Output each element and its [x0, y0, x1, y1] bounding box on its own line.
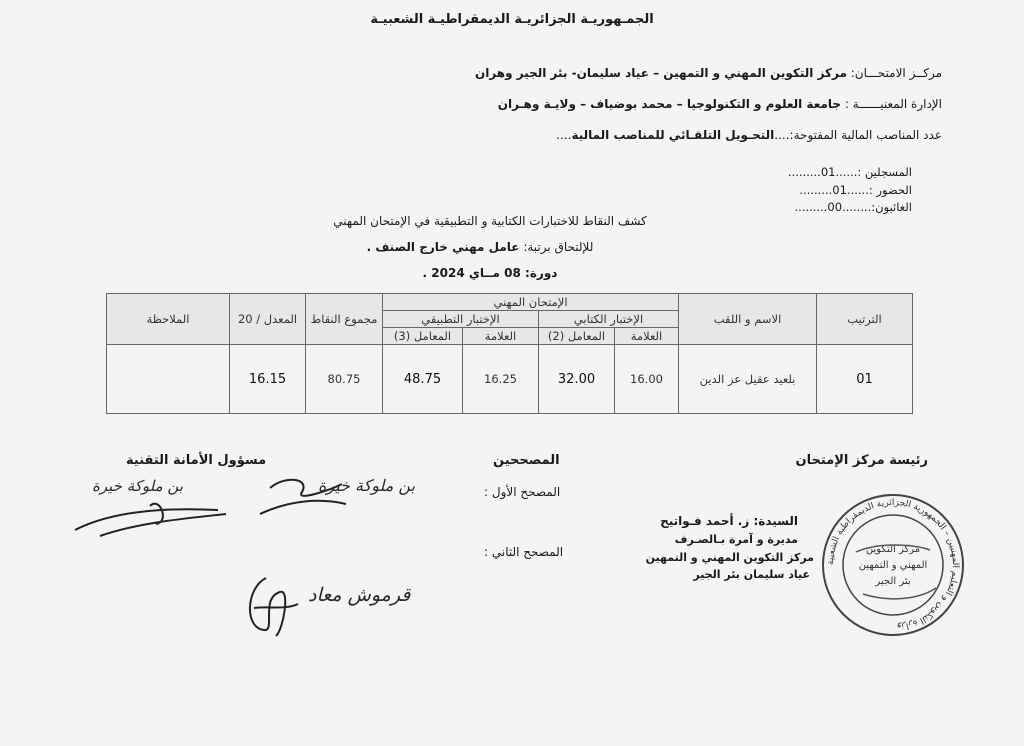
exam-center-label: مركــز الامتحـــان: — [850, 66, 942, 80]
present-count: الحضور :......01......... — [799, 183, 912, 197]
cell-written-coef: 32.00 — [539, 345, 615, 414]
header-average: المعدل / 20 — [230, 294, 306, 345]
header-written: الإختبار الكتابي — [539, 311, 679, 328]
stamp-inner-line3: بئر الجير — [875, 576, 911, 587]
cell-notes — [107, 345, 230, 414]
header-practical-mark: العلامة — [463, 328, 539, 345]
cell-order: 01 — [817, 345, 913, 414]
first-corrector-handwriting: بن ملوكة خيرة — [318, 476, 416, 495]
posts-value: التحـويل التلقـائي للمناصب المالية — [571, 128, 775, 142]
table-row — [107, 345, 913, 414]
header-notes: الملاحظة — [107, 294, 230, 345]
first-corrector-signature — [250, 470, 350, 525]
stamp-inner-line1: مركز التكوين — [865, 544, 921, 555]
official-stamp — [818, 490, 968, 640]
header-written-mark: العلامة — [615, 328, 679, 345]
director-center: مركز التكوين المهني و التمهين — [645, 551, 814, 564]
posts-label: عدد المناصب المالية المفتوحة:.... — [774, 128, 942, 142]
rank-line — [0, 240, 960, 254]
tech-signature — [70, 492, 230, 542]
correctors-title: المصححين — [493, 453, 560, 468]
cell-practical-mark: 16.25 — [463, 345, 539, 414]
header-name: الاسم و اللقب — [679, 294, 817, 345]
director-role: مديرة و آمرة بـالصـرف — [674, 533, 798, 546]
scores-table — [106, 293, 913, 414]
posts-line — [556, 128, 942, 142]
header-total: مجموع النقاط — [306, 294, 383, 345]
header-practical-coef: المعامل (3) — [383, 328, 463, 345]
cell-average: 16.15 — [230, 345, 306, 414]
second-corrector-label: المصحح الثاني : — [484, 545, 564, 559]
stamp-ring-text: وزارة التكوين و التعليم المهنيين – الجمهورية الجزائرية الديمقراطية الشعبية — [825, 497, 961, 632]
administration-line — [498, 97, 942, 111]
technical-secretariat-title: مسؤول الأمانة التقنية — [126, 453, 267, 468]
first-corrector-label: المصحح الأول : — [484, 485, 561, 499]
header-exam: الإمتحان المهني — [383, 294, 679, 311]
exam-center-head-title: رئيسة مركز الإمتحان — [795, 453, 928, 468]
header-written-coef: المعامل (2) — [539, 328, 615, 345]
rank-value: عامل مهني خارج الصنف . — [366, 240, 520, 254]
director-name: السيدة: ز. أحمد فـواتيح — [660, 514, 798, 528]
second-corrector-handwriting: قرموش معاد — [308, 584, 411, 606]
rank-label: للإلتحاق برتبة: — [523, 240, 594, 254]
report-title: كشف النقاط للاختبارات الكتابية و التطبيقية في الإمتحان المهني — [333, 214, 647, 228]
stamp-inner-line2: المهني و التمهين — [858, 560, 928, 571]
tech-handwriting: بن ملوكة خيرة — [92, 477, 183, 495]
registered-count: المسجلين :......01......... — [787, 165, 912, 179]
cell-written-mark: 16.00 — [615, 345, 679, 414]
director-location: عياد سليمان بئر الجير — [693, 568, 810, 581]
exam-center-line — [475, 66, 942, 80]
session-date: دورة: 08 مــاي 2024 . — [422, 266, 558, 280]
cell-total: 80.75 — [306, 345, 383, 414]
cell-practical-coef: 48.75 — [383, 345, 463, 414]
document-header: الجمـهوريـة الجزائريـة الديمقراطيـة الشعبيـة — [370, 12, 654, 27]
absent-count: الغائبون:........00......... — [794, 200, 912, 214]
administration-value: جامعة العلوم و التكنولوجيا – محمد بوضياف – ولايـة وهـران — [497, 97, 842, 111]
exam-center-value: مركز التكوين المهني و التمهين – عياد سليمان- بئر الجير وهران — [474, 66, 847, 80]
posts-dots: .... — [556, 128, 572, 142]
second-corrector-signature — [236, 568, 306, 643]
administration-label: الإدارة المعنيــــــة : — [844, 97, 942, 111]
header-practical: الإختبار التطبيقي — [383, 311, 539, 328]
cell-name: بلعيد عقيل عز الدين — [679, 345, 817, 414]
header-order: الترتيب — [817, 294, 913, 345]
